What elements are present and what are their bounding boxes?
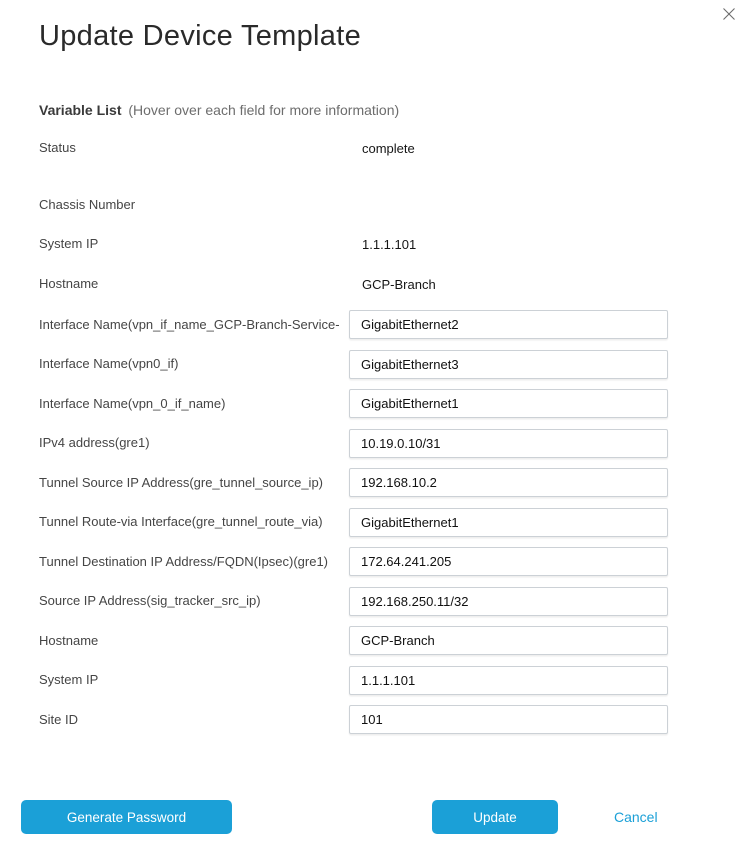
interface-name-vpn0-if-input[interactable] [349,350,668,379]
field-label: Hostname [39,276,99,291]
field-row-site-id [39,705,752,734]
variable-list-hint: (Hover over each field for more information) [128,102,400,118]
variable-list-header [39,102,399,118]
close-icon[interactable] [720,5,738,23]
update-button[interactable]: Update [432,800,558,834]
field-label: System IP [39,236,99,251]
field-label: Hostname [39,632,99,648]
field-row-ipv4-address-gre1 [39,429,752,458]
field-label: Source IP Address(sig_tracker_src_ip) [39,593,261,608]
field-row-tunnel-destination-ip [39,547,752,576]
field-row-chassis-number [39,197,752,213]
field-row-interface-name-service [39,310,752,339]
source-ip-tracker-input[interactable] [349,587,668,616]
field-row-hostname-readonly [39,276,752,292]
field-value: 1.1.1.101 [362,236,417,252]
field-row-tunnel-route-via [39,508,752,537]
field-label: IPv4 address(gre1) [39,435,150,450]
field-row-tunnel-source-ip [39,468,752,497]
variable-list-title: Variable List [39,102,122,118]
field-label: Status [39,140,76,155]
field-row-system-ip [39,666,752,695]
site-id-input[interactable] [349,705,668,734]
field-label: Tunnel Source IP Address(gre_tunnel_source_ip) [39,474,324,490]
tunnel-source-ip-input[interactable] [349,468,668,497]
tunnel-route-via-input[interactable] [349,508,668,537]
generate-password-button[interactable]: Generate Password [21,800,232,834]
interface-name-vpn-0-if-name-input[interactable] [349,389,668,418]
field-value: complete [362,140,415,156]
field-value: GCP-Branch [362,276,436,292]
variable-list [39,140,752,745]
cancel-link[interactable]: Cancel [614,809,658,825]
field-label: Site ID [39,711,79,727]
field-label: Tunnel Route-via Interface(gre_tunnel_route_via) [39,514,323,529]
field-label: Chassis Number [39,197,136,212]
dialog-footer [0,800,752,834]
page-title: Update Device Template [39,20,362,52]
ipv4-address-gre1-input[interactable] [349,429,668,458]
field-row-status [39,140,752,156]
tunnel-destination-ip-input[interactable] [349,547,668,576]
field-row-source-ip-tracker [39,587,752,616]
system-ip-input[interactable] [349,666,668,695]
field-label: Interface Name(vpn0_if) [39,356,179,371]
field-row-interface-name-vpn-0-if-name [39,389,752,418]
close-x-glyph [722,7,736,21]
field-label: System IP [39,672,99,687]
field-label: Tunnel Destination IP Address/FQDN(Ipsec)(gre1) [39,553,329,569]
field-label: Interface Name(vpn_if_name_GCP-Branch-Service- [39,316,340,332]
interface-name-service-input[interactable] [349,310,668,339]
field-row-system-ip-readonly [39,236,752,252]
field-row-interface-name-vpn0-if [39,350,752,379]
hostname-input[interactable] [349,626,668,655]
field-label: Interface Name(vpn_0_if_name) [39,395,226,411]
field-row-hostname [39,626,752,655]
